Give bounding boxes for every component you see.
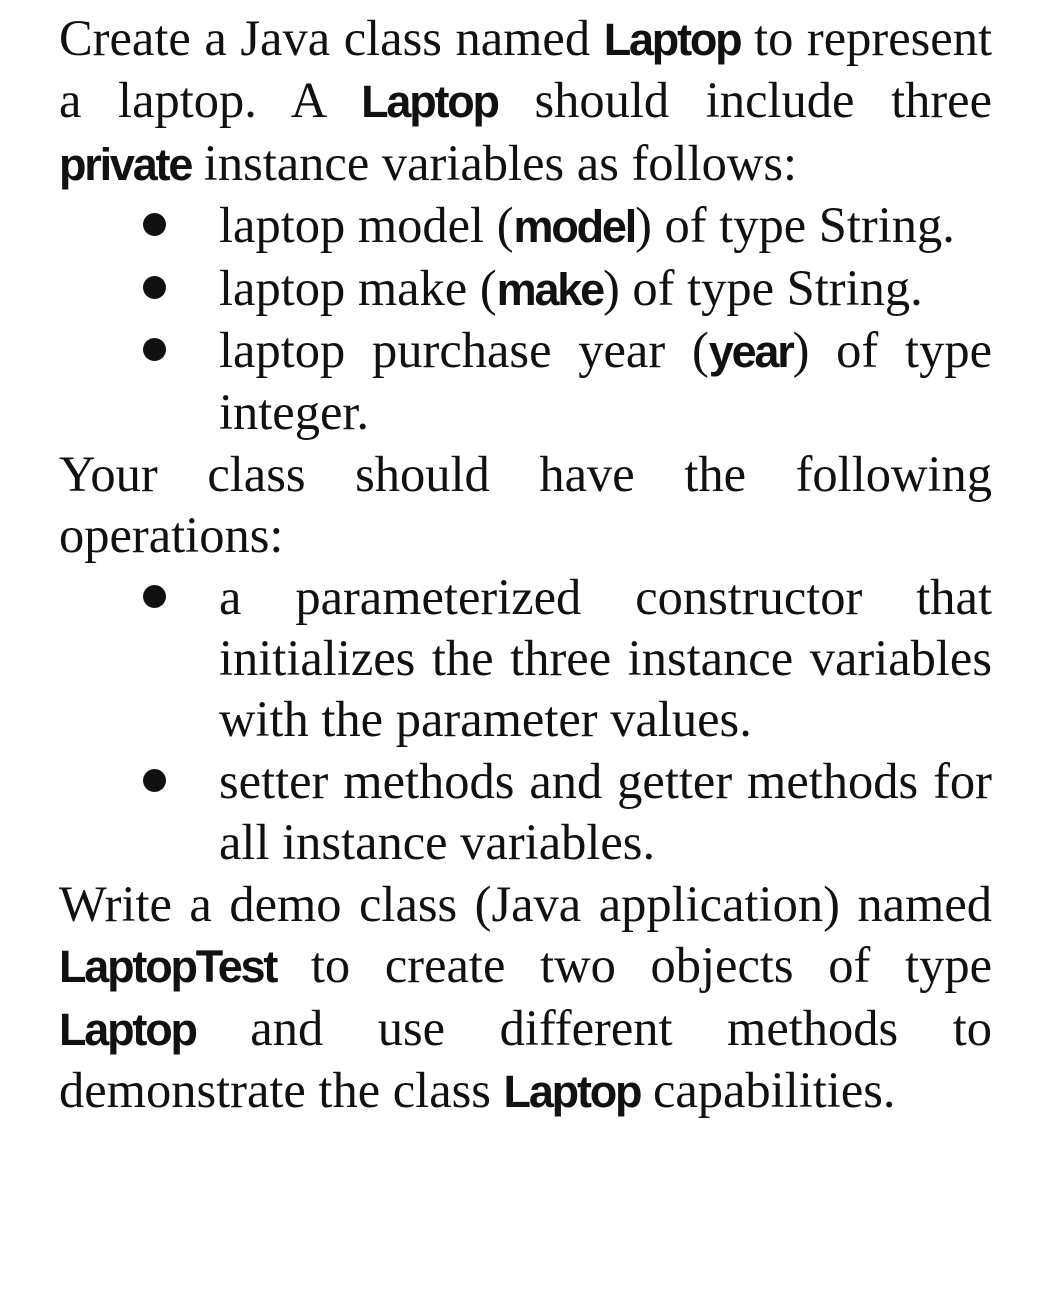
variable-description: laptop purchase year ( (219, 322, 709, 379)
bullet-icon (143, 338, 166, 361)
operations-list (59, 567, 992, 874)
demo-text-4: capabilities. (640, 1061, 896, 1118)
demo-text-2: to create two objects of type (276, 937, 992, 994)
class-name-laptop: Laptop (603, 14, 741, 65)
variable-name-model: model (513, 201, 636, 253)
operation-text: setter methods and getter methods for all instance variables. (219, 752, 992, 871)
list-item-make (219, 258, 992, 320)
operations-intro: Your class should have the following operations: (59, 445, 992, 564)
class-name-laptop: Laptop (59, 1003, 196, 1055)
instance-variables-list (59, 195, 992, 444)
intro-paragraph (59, 8, 992, 195)
class-name-laptoptest: LaptopTest (59, 941, 277, 993)
variable-type: ) of type String. (635, 197, 955, 254)
list-item-accessors (219, 751, 992, 874)
variable-name-make: make (496, 263, 603, 315)
variable-name-year: year (708, 326, 793, 378)
variable-type: ) of type String. (602, 259, 923, 316)
private-keyword: private (59, 138, 192, 190)
intro-text-4: instance variables as follows: (191, 134, 797, 191)
class-name-laptop: Laptop (503, 1065, 641, 1117)
bullet-icon (143, 276, 166, 299)
bullet-icon (143, 585, 166, 608)
bullet-icon (143, 213, 166, 236)
intro-text-3: should include three (497, 72, 992, 129)
variable-description: laptop make ( (219, 259, 497, 316)
class-name-laptop: Laptop (361, 76, 498, 128)
assignment-document (59, 8, 992, 1122)
bullet-icon (143, 769, 166, 792)
list-item-model (219, 195, 992, 257)
intro-text-2: to represent a laptop. A (59, 10, 992, 129)
operation-text: a parameterized constructor that initializes the three instance variables with the parameter values. (219, 568, 992, 748)
variable-type: ) of type integer. (219, 322, 992, 441)
variable-description: laptop model ( (219, 197, 514, 254)
demo-text-1: Write a demo class (Java application) named (59, 875, 992, 932)
demo-paragraph (59, 874, 992, 1123)
demo-text-3: and use different methods to demonstrate the class (59, 999, 992, 1118)
list-item-year (219, 320, 992, 444)
intro-text-1: Create a Java class named (59, 10, 604, 66)
list-item-constructor (219, 567, 992, 751)
